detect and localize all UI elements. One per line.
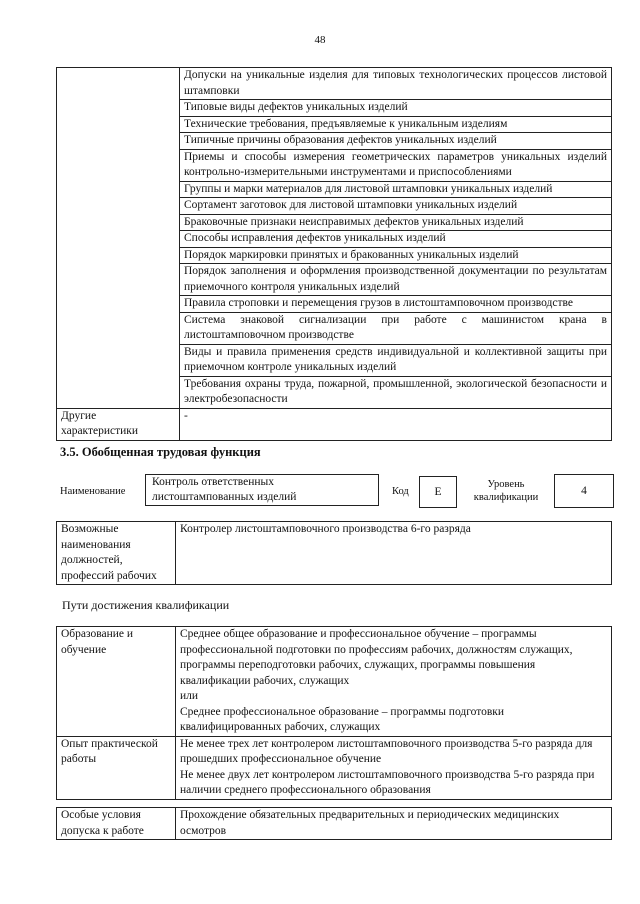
table-row [57,522,612,585]
knowledge-table [56,67,612,441]
code-value: E [434,485,442,498]
education-line: Среднее общее образование и профессиональное обучение – программы профессиональной подготовки по профессиям рабочих, должностям служащих, программы переподготовки рабочих, служащих, программы повышения квалификации рабочих, служащих [180,628,573,687]
table-cell: Типовые виды дефектов уникальных изделий [180,100,612,117]
level-box [554,474,614,508]
roles-value: Контролер листоштамповочного производства 6-го разряда [176,522,612,585]
roles-table [56,521,612,585]
table-cell: Типичные причины образования дефектов уникальных изделий [180,133,612,150]
table-row [57,627,612,737]
level-label: Уровень квалификации [473,479,539,503]
function-name: Контроль ответственных листоштампованных изделий [152,476,297,503]
table-cell: Браковочные признаки неисправимых дефектов уникальных изделий [180,214,612,231]
table-cell: Требования охраны труда, пожарной, промышленной, экологической безопасности и электробезопасности [180,376,612,408]
code-label: Код [392,485,409,497]
table-cell: Порядок маркировки принятых и бракованных уникальных изделий [180,247,612,264]
table-row [57,736,612,799]
table-row [57,68,612,100]
section-title: 3.5. Обобщенная трудовая функция [60,445,261,459]
experience-label: Опыт практической работы [57,736,176,799]
table-cell: Порядок заполнения и оформления производственной документации по результатам приемочного контроля уникальных изделий [180,264,612,296]
table-row [57,408,612,440]
paths-title: Пути достижения квалификации [62,598,230,612]
education-line: или [180,690,199,702]
table-cell: Допуски на уникальные изделия для типовых технологических процессов листовой штамповки [180,68,612,100]
admission-value: Прохождение обязательных предварительных и периодических медицинских осмотров [176,808,612,840]
education-value [176,627,612,737]
admission-table [56,807,612,840]
roles-label: Возможные наименования должностей, профессий рабочих [57,522,176,585]
education-label: Образование и обучение [57,627,176,737]
table-cell: Способы исправления дефектов уникальных изделий [180,231,612,248]
education-line: Среднее профессиональное образование – программы подготовки квалифицированных рабочих, служащих [180,705,505,733]
table-cell: Группы и марки материалов для листовой штамповки уникальных изделий [180,181,612,198]
other-characteristics-label: Другие характеристики [57,408,180,440]
table-cell: Система знаковой сигнализации при работе с машинистом крана в листоштамповочном производстве [180,312,612,344]
experience-value [176,736,612,799]
function-name-box [145,474,379,506]
name-label: Наименование [60,485,126,497]
qualification-paths-table [56,626,612,800]
table-row [57,808,612,840]
admission-label: Особые условия допуска к работе [57,808,176,840]
experience-line: Не менее двух лет контролером листоштамповочного производства 5-го разряда при наличии среднего профессионального образования [180,768,595,796]
other-characteristics-value: - [180,408,612,440]
table-cell: Технические требования, предъявляемые к уникальным изделиям [180,116,612,133]
table-cell: Сортамент заготовок для листовой штамповки уникальных изделий [180,198,612,215]
page-number: 48 [314,34,326,46]
table-cell: Правила строповки и перемещения грузов в листоштамповочном производстве [180,296,612,313]
table-cell: Виды и правила применения средств индивидуальной и коллективной защиты при приемочном контроле уникальных изделий [180,344,612,376]
level-value: 4 [581,484,587,497]
table-cell: Приемы и способы измерения геометрических параметров уникальных изделий контрольно-измерительными инструментами и приспособлениями [180,149,612,181]
table-cell-empty [57,68,180,409]
experience-line: Не менее трех лет контролером листоштамповочного производства 5-го разряда для прошедших профессиональное обучение [180,737,593,765]
code-box [419,476,457,508]
